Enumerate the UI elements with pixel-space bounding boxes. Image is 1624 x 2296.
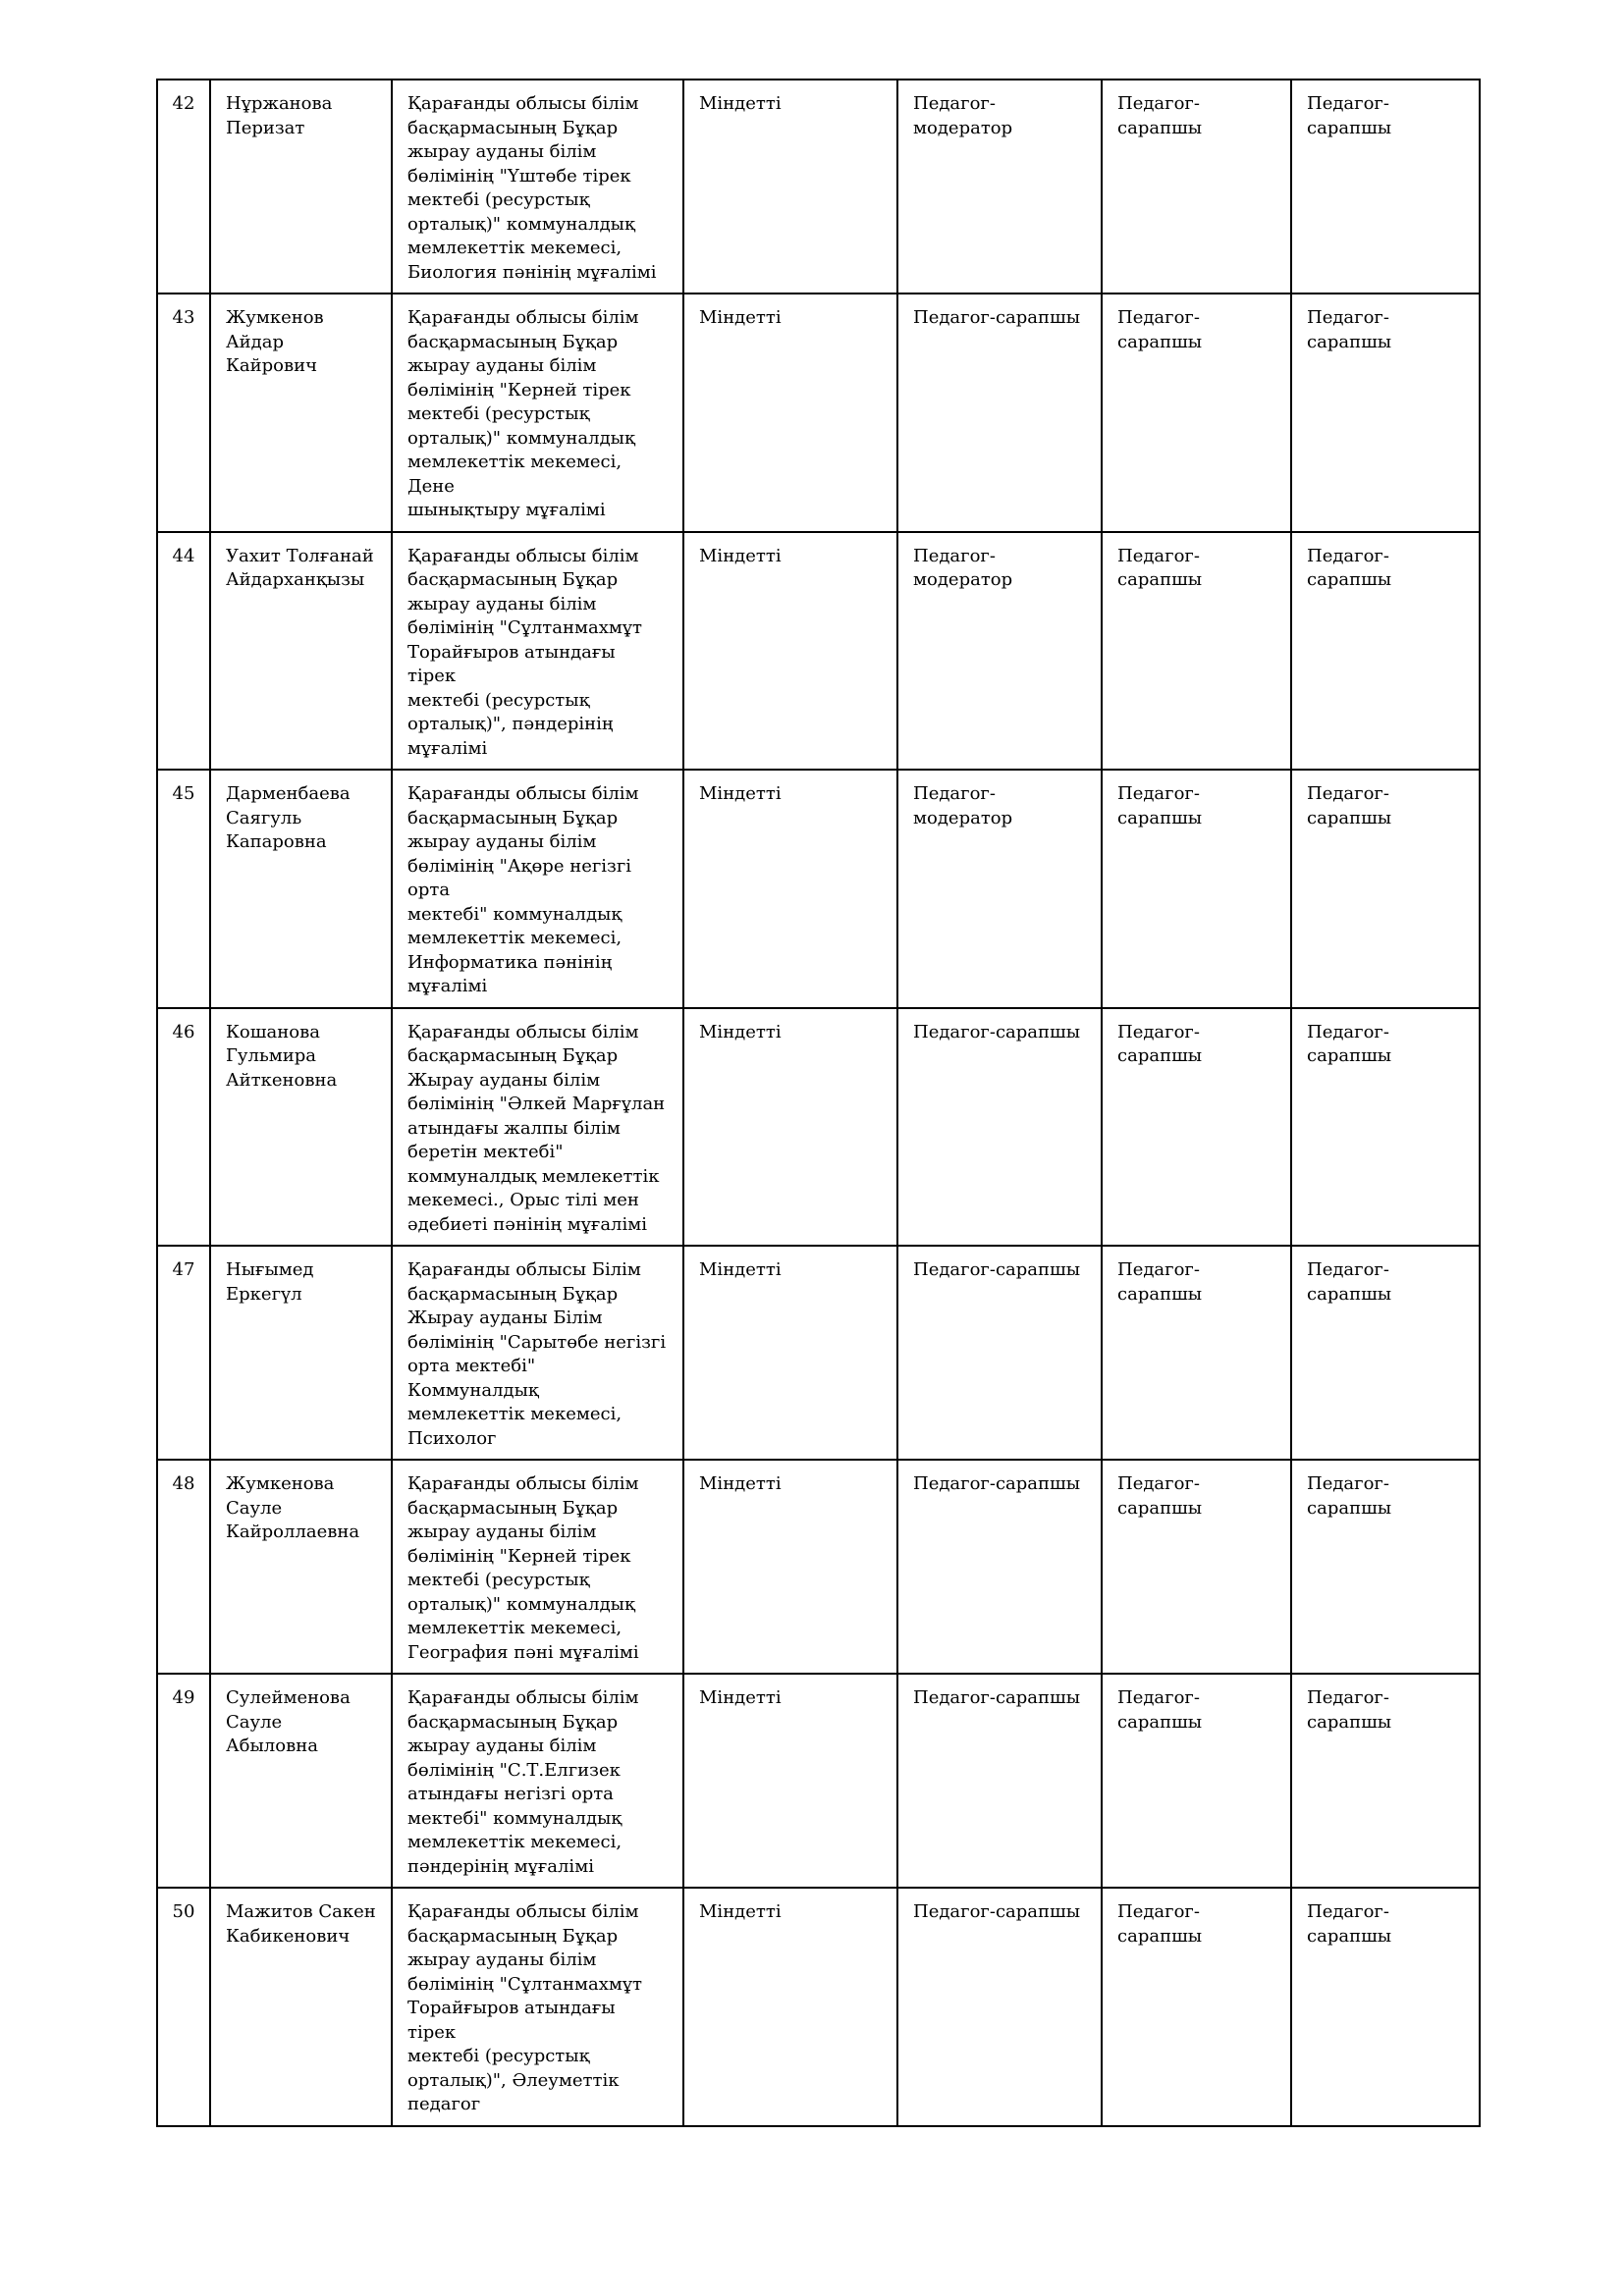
- row-number-cell: [157, 1460, 210, 1674]
- organization-cell: [392, 532, 683, 771]
- attestation-type-cell: [683, 770, 897, 1008]
- category-cell-2-text: Педагог-сарапшы: [1117, 783, 1203, 828]
- organization-cell-text: басқармасының Бұқар: [407, 1497, 619, 1519]
- teachers-table: [156, 79, 1481, 2127]
- row-number-cell: [157, 770, 210, 1008]
- organization-cell-text: атындағы негізгі орта: [407, 1784, 614, 1804]
- organization-cell-text: мектебі (ресурстық: [407, 189, 590, 210]
- organization-cell-text: Информатика пәнінің: [407, 951, 613, 973]
- organization-cell-text: Қарағанды облысы білім: [407, 1687, 639, 1708]
- teacher-name-cell-text: Мажитов Сакен: [226, 1901, 376, 1922]
- teacher-name-cell-text: Еркегүл: [226, 1283, 302, 1305]
- organization-cell: [392, 1008, 683, 1247]
- category-cell-2-text: Педагог-сарапшы: [1117, 1021, 1203, 1066]
- attestation-type-cell-text: Міндетті: [699, 783, 782, 804]
- organization-cell-text: бөлімінің "Әлкей Марғұлан: [407, 1094, 666, 1114]
- category-cell-1-text: Педагог-сарапшы: [913, 1473, 1081, 1494]
- attestation-type-cell-text: Міндетті: [699, 1021, 782, 1042]
- category-cell-3: [1291, 1008, 1480, 1247]
- row-number-cell-text: 46: [172, 1021, 195, 1042]
- category-cell-1-text: Педагог-сарапшы: [913, 1021, 1081, 1042]
- category-cell-3-text: Педагог-сарапшы: [1307, 1687, 1392, 1733]
- organization-cell-text: бөлімінің "Сұлтанмахмұт: [407, 617, 642, 638]
- organization-cell-text: бөлімінің "С.Т.Елгизек: [407, 1759, 621, 1781]
- organization-cell-text: мектебі (ресурстық: [407, 403, 590, 424]
- organization-cell-text: бөлімінің "Керней тірек: [407, 379, 631, 400]
- category-cell-2-text: Педагог-сарапшы: [1117, 1901, 1203, 1947]
- row-number-cell: [157, 1674, 210, 1888]
- category-cell-2: [1102, 80, 1291, 294]
- organization-cell-text: Жырау ауданы Білім: [407, 1308, 603, 1328]
- teacher-name-cell: [210, 1674, 392, 1888]
- category-cell-2: [1102, 294, 1291, 532]
- category-cell-3-text: Педагог-сарапшы: [1307, 783, 1392, 828]
- category-cell-1: [897, 1888, 1102, 2126]
- organization-cell-text: орталық)", пәндерінің: [407, 714, 614, 734]
- organization-cell-text: беретін мектебі": [407, 1142, 564, 1162]
- attestation-type-cell-text: Міндетті: [699, 1687, 782, 1708]
- category-cell-3-text: Педагог-сарапшы: [1307, 93, 1392, 138]
- category-cell-1: [897, 532, 1102, 771]
- organization-cell-text: мектебі (ресурстық: [407, 2046, 590, 2066]
- category-cell-2-text: Педагог-сарапшы: [1117, 545, 1203, 590]
- category-cell-2-text: Педагог-сарапшы: [1117, 1259, 1203, 1305]
- category-cell-1: [897, 294, 1102, 532]
- category-cell-1: [897, 1246, 1102, 1460]
- category-cell-2: [1102, 770, 1291, 1008]
- teacher-name-cell-text: Жумкенова: [226, 1473, 335, 1494]
- category-cell-2: [1102, 1246, 1291, 1460]
- organization-cell: [392, 294, 683, 532]
- organization-cell-text: бөлімінің "Сарытөбе негізгі: [407, 1331, 667, 1353]
- category-cell-2: [1102, 1460, 1291, 1674]
- organization-cell: [392, 1460, 683, 1674]
- teacher-name-cell-text: Саягуль: [226, 807, 302, 828]
- category-cell-1: [897, 1674, 1102, 1888]
- organization-cell-text: мектебі" коммуналдық: [407, 903, 623, 925]
- category-cell-1-text: Педагог-модератор: [913, 545, 1013, 590]
- organization-cell-text: жырау ауданы білім: [407, 831, 597, 852]
- teacher-name-cell: [210, 770, 392, 1008]
- row-number-cell-text: 50: [172, 1901, 195, 1922]
- attestation-type-cell: [683, 80, 897, 294]
- category-cell-2: [1102, 532, 1291, 771]
- category-cell-1-text: Педагог-модератор: [913, 93, 1013, 138]
- organization-cell-text: мемлекеттік мекемесі, Дене: [407, 452, 623, 497]
- organization-cell-text: бөлімінің "Керней тірек: [407, 1545, 631, 1567]
- row-number-cell: [157, 80, 210, 294]
- organization-cell-text: Қарағанды облысы білім: [407, 545, 639, 566]
- category-cell-3-text: Педагог-сарапшы: [1307, 545, 1392, 590]
- row-number-cell: [157, 532, 210, 771]
- teacher-name-cell: [210, 1460, 392, 1674]
- organization-cell-text: жырау ауданы білім: [407, 141, 597, 162]
- organization-cell-text: педагог: [407, 2094, 481, 2114]
- row-number-cell-text: 47: [172, 1259, 195, 1280]
- teacher-name-cell-text: Айдарханқызы: [226, 569, 365, 590]
- row-number-cell: [157, 294, 210, 532]
- organization-cell-text: мектебі (ресурстық: [407, 1570, 590, 1590]
- organization-cell-text: мемлекеттік мекемесі,: [407, 1832, 623, 1852]
- table-row: [157, 1674, 1480, 1888]
- teacher-name-cell-text: Гульмира: [226, 1045, 316, 1066]
- teacher-name-cell-text: Сауле: [226, 1497, 283, 1519]
- organization-cell-text: Қарағанды облысы білім: [407, 1021, 639, 1042]
- organization-cell-text: бөлімінің "Үштөбе тірек: [407, 165, 631, 187]
- attestation-type-cell: [683, 294, 897, 532]
- table-row: [157, 1460, 1480, 1674]
- teacher-name-cell-text: Жумкенов: [226, 307, 324, 328]
- organization-cell-text: мектебі (ресурстық: [407, 689, 590, 711]
- teacher-name-cell: [210, 1008, 392, 1247]
- organization-cell-text: Психолог: [407, 1427, 497, 1449]
- category-cell-3: [1291, 80, 1480, 294]
- organization-cell-text: басқармасының Бұқар: [407, 807, 619, 828]
- attestation-type-cell: [683, 532, 897, 771]
- organization-cell-text: мектебі" коммуналдық: [407, 1807, 623, 1829]
- category-cell-1: [897, 1008, 1102, 1247]
- organization-cell-text: басқармасының Бұқар: [407, 117, 619, 138]
- organization-cell-text: Қарағанды облысы Білім: [407, 1259, 641, 1280]
- organization-cell: [392, 1674, 683, 1888]
- organization-cell-text: Қарағанды облысы білім: [407, 307, 639, 328]
- teacher-name-cell-text: Кабикенович: [226, 1925, 351, 1947]
- category-cell-2: [1102, 1674, 1291, 1888]
- organization-cell-text: мемлекеттік мекемесі,: [407, 1618, 623, 1638]
- category-cell-3: [1291, 294, 1480, 532]
- category-cell-1-text: Педагог-модератор: [913, 783, 1013, 828]
- organization-cell-text: мұғалімі: [407, 737, 488, 759]
- category-cell-3: [1291, 1888, 1480, 2126]
- organization-cell-text: Торайғыров атындағы тірек: [407, 1998, 616, 2043]
- teacher-name-cell-text: Капаровна: [226, 831, 327, 852]
- teacher-name-cell: [210, 532, 392, 771]
- category-cell-3-text: Педагог-сарапшы: [1307, 307, 1392, 352]
- teacher-name-cell-text: Уахит Толғанай: [226, 545, 374, 566]
- teacher-name-cell-text: Сулейменова: [226, 1687, 351, 1708]
- organization-cell-text: жырау ауданы білім: [407, 1949, 597, 1970]
- organization-cell-text: әдебиеті пәнінің мұғалімі: [407, 1213, 648, 1235]
- table-body: [157, 80, 1480, 2126]
- category-cell-3-text: Педагог-сарапшы: [1307, 1021, 1392, 1066]
- organization-cell-text: Биология пәнінің мұғалімі: [407, 261, 657, 283]
- table-row: [157, 1008, 1480, 1247]
- organization-cell-text: атындағы жалпы білім: [407, 1117, 621, 1139]
- organization-cell-text: мұғалімі: [407, 976, 488, 996]
- organization-cell-text: жырау ауданы білім: [407, 593, 597, 614]
- category-cell-3-text: Педагог-сарапшы: [1307, 1901, 1392, 1947]
- organization-cell-text: басқармасының Бұқар: [407, 331, 619, 352]
- category-cell-3-text: Педагог-сарапшы: [1307, 1473, 1392, 1519]
- table-row: [157, 532, 1480, 771]
- teacher-name-cell: [210, 1246, 392, 1460]
- organization-cell-text: жырау ауданы білім: [407, 1735, 597, 1756]
- teacher-name-cell-text: Перизат: [226, 117, 305, 138]
- table-row: [157, 1888, 1480, 2126]
- attestation-type-cell: [683, 1008, 897, 1247]
- organization-cell-text: басқармасының Бұқар: [407, 1925, 619, 1947]
- table-row: [157, 1246, 1480, 1460]
- attestation-type-cell-text: Міндетті: [699, 1473, 782, 1494]
- attestation-type-cell-text: Міндетті: [699, 307, 782, 328]
- category-cell-3: [1291, 1246, 1480, 1460]
- table-row: [157, 294, 1480, 532]
- teacher-name-cell-text: Айдар Кайрович: [226, 331, 318, 376]
- row-number-cell: [157, 1008, 210, 1247]
- category-cell-1-text: Педагог-сарапшы: [913, 1259, 1081, 1280]
- organization-cell-text: бөлімінің "Сұлтанмахмұт: [407, 1973, 642, 1995]
- teacher-name-cell-text: Айткеновна: [226, 1069, 338, 1091]
- category-cell-2-text: Педагог-сарапшы: [1117, 93, 1203, 138]
- organization-cell-text: басқармасының Бұқар: [407, 1711, 619, 1733]
- organization-cell-text: География пәні мұғалімі: [407, 1641, 639, 1663]
- category-cell-2-text: Педагог-сарапшы: [1117, 1473, 1203, 1519]
- attestation-type-cell-text: Міндетті: [699, 93, 782, 114]
- attestation-type-cell-text: Міндетті: [699, 1259, 782, 1280]
- category-cell-3: [1291, 770, 1480, 1008]
- organization-cell: [392, 80, 683, 294]
- organization-cell: [392, 1888, 683, 2126]
- table-row: [157, 80, 1480, 294]
- organization-cell-text: жырау ауданы білім: [407, 1522, 597, 1542]
- organization-cell-text: орталық)" коммуналдық: [407, 1593, 635, 1615]
- table-row: [157, 770, 1480, 1008]
- category-cell-3: [1291, 532, 1480, 771]
- organization-cell-text: Жырау ауданы білім: [407, 1069, 601, 1091]
- row-number-cell-text: 49: [172, 1687, 195, 1708]
- teacher-name-cell-text: Нығымед: [226, 1259, 314, 1280]
- row-number-cell: [157, 1246, 210, 1460]
- organization-cell-text: орталық)" коммуналдық: [407, 427, 635, 449]
- organization-cell-text: Торайғыров атындағы тірек: [407, 641, 616, 686]
- category-cell-2: [1102, 1008, 1291, 1247]
- organization-cell: [392, 1246, 683, 1460]
- teacher-name-cell-text: Сауле Абыловна: [226, 1711, 318, 1756]
- organization-cell: [392, 770, 683, 1008]
- category-cell-2: [1102, 1888, 1291, 2126]
- organization-cell-text: орталық)" коммуналдық: [407, 213, 635, 235]
- teacher-name-cell-text: Кайроллаевна: [226, 1522, 360, 1542]
- organization-cell-text: жырау ауданы білім: [407, 355, 597, 376]
- teacher-name-cell-text: Дарменбаева: [226, 783, 351, 804]
- row-number-cell: [157, 1888, 210, 2126]
- row-number-cell-text: 44: [172, 545, 195, 566]
- attestation-type-cell-text: Міндетті: [699, 1901, 782, 1922]
- attestation-type-cell: [683, 1460, 897, 1674]
- attestation-type-cell: [683, 1246, 897, 1460]
- category-cell-3: [1291, 1460, 1480, 1674]
- organization-cell-text: мемлекеттік мекемесі,: [407, 928, 623, 948]
- organization-cell-text: пәндерінің мұғалімі: [407, 1855, 594, 1877]
- teacher-name-cell-text: Кошанова: [226, 1021, 320, 1042]
- row-number-cell-text: 48: [172, 1473, 195, 1494]
- category-cell-3: [1291, 1674, 1480, 1888]
- organization-cell-text: бөлімінің "Ақөре негізгі орта: [407, 855, 632, 900]
- category-cell-3-text: Педагог-сарапшы: [1307, 1259, 1392, 1305]
- category-cell-1-text: Педагог-сарапшы: [913, 1687, 1081, 1708]
- organization-cell-text: мекемесі., Орыс тілі мен: [407, 1190, 639, 1210]
- teacher-name-cell: [210, 294, 392, 532]
- organization-cell-text: басқармасының Бұқар: [407, 1045, 619, 1066]
- organization-cell-text: Қарағанды облысы білім: [407, 1473, 639, 1494]
- organization-cell-text: Қарағанды облысы білім: [407, 93, 639, 114]
- organization-cell-text: коммуналдық мемлекеттік: [407, 1165, 660, 1187]
- organization-cell-text: басқармасының Бұқар: [407, 569, 619, 590]
- organization-cell-text: мемлекеттік мекемесі,: [407, 238, 623, 258]
- teacher-name-cell: [210, 1888, 392, 2126]
- organization-cell-text: Қарағанды облысы білім: [407, 1901, 639, 1922]
- organization-cell-text: шынықтыру мұғалімі: [407, 500, 606, 520]
- row-number-cell-text: 42: [172, 93, 195, 114]
- category-cell-1-text: Педагог-сарапшы: [913, 1901, 1081, 1922]
- organization-cell-text: мемлекеттік мекемесі,: [407, 1404, 623, 1424]
- category-cell-2-text: Педагог-сарапшы: [1117, 1687, 1203, 1733]
- category-cell-1: [897, 770, 1102, 1008]
- category-cell-1: [897, 1460, 1102, 1674]
- attestation-type-cell-text: Міндетті: [699, 545, 782, 566]
- attestation-type-cell: [683, 1674, 897, 1888]
- organization-cell-text: орта мектебі" Коммуналдық: [407, 1356, 539, 1401]
- teacher-name-cell-text: Нұржанова: [226, 93, 333, 114]
- category-cell-2-text: Педагог-сарапшы: [1117, 307, 1203, 352]
- organization-cell-text: орталық)", Әлеуметтік: [407, 2069, 620, 2091]
- category-cell-1: [897, 80, 1102, 294]
- row-number-cell-text: 43: [172, 307, 195, 328]
- organization-cell-text: Қарағанды облысы білім: [407, 783, 639, 804]
- teacher-name-cell: [210, 80, 392, 294]
- category-cell-1-text: Педагог-сарапшы: [913, 307, 1081, 328]
- row-number-cell-text: 45: [172, 783, 195, 804]
- organization-cell-text: басқармасының Бұқар: [407, 1283, 619, 1305]
- attestation-type-cell: [683, 1888, 897, 2126]
